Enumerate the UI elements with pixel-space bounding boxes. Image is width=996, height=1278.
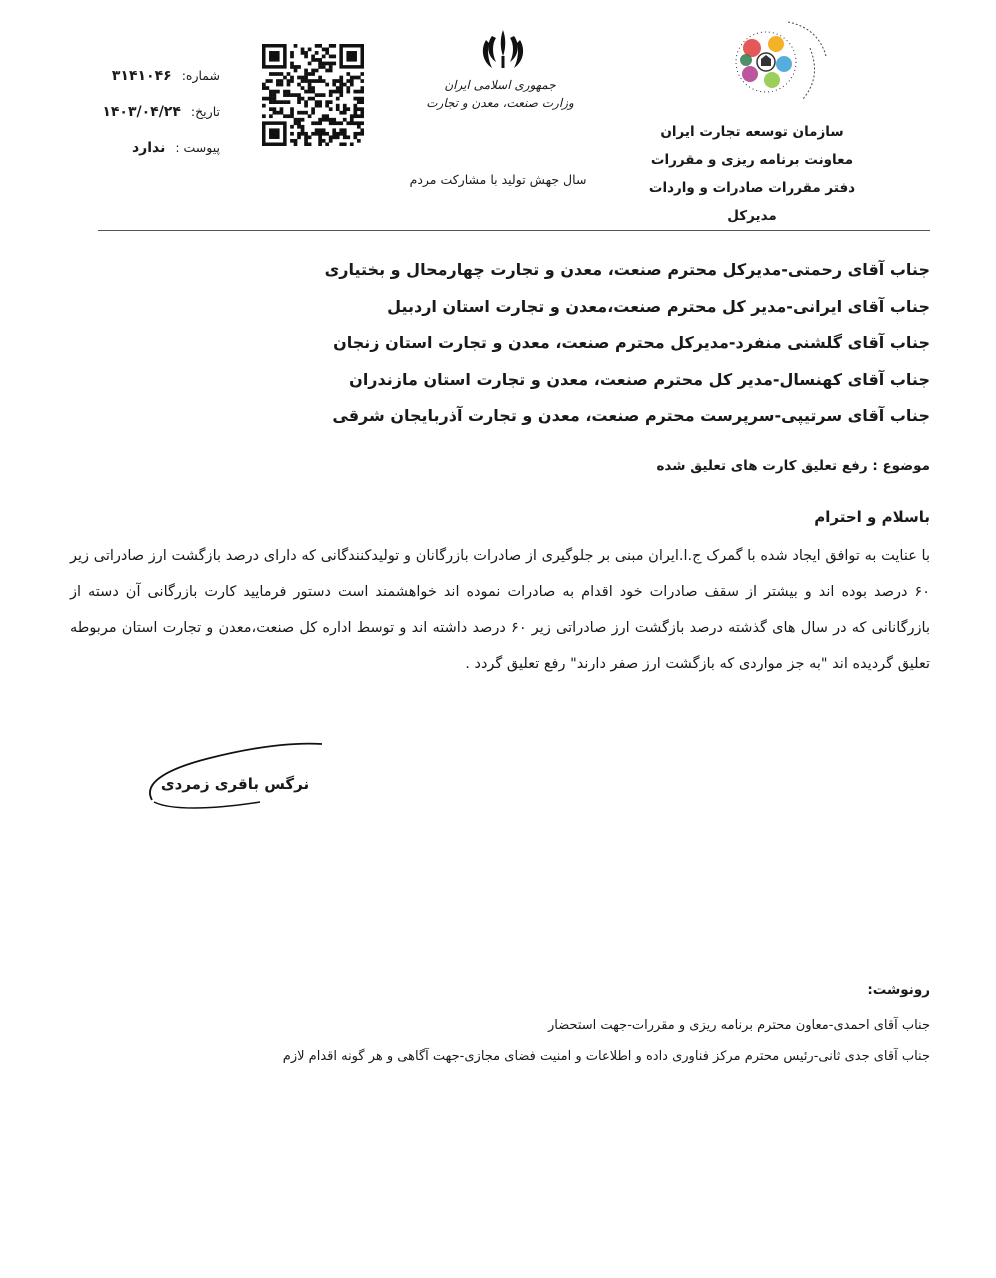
cc-item: جناب آقای جدی ثانی-رئیس محترم مرکز فناوری داده و اطلاعات و امنیت فضای مجازی-جهت آگاهی و هر گونه اقدام لازم [282, 1049, 930, 1064]
letter-date: ۱۴۰۳/۰۴/۲۴ [102, 104, 181, 120]
date-row [60, 94, 220, 130]
attachment-value: ندارد [131, 140, 166, 156]
signer-name: نرگس باقری زمردی [160, 775, 310, 793]
cc-item: جناب آقای احمدی-معاون محترم برنامه ریزی و مقررات-جهت استحضار [547, 1018, 930, 1033]
cc-list [110, 1010, 930, 1072]
date-label: تاریخ: [190, 104, 220, 119]
org-line: مدیرکل [727, 208, 777, 224]
org-line: دفتر مقررات صادرات و واردات [648, 180, 856, 196]
org-line: سازمان توسعه تجارت ایران [660, 124, 844, 140]
letter-number: ۳۱۴۱۰۴۶ [111, 68, 172, 84]
cc-title: رونوشت: [867, 982, 930, 998]
number-row [60, 58, 220, 94]
year-slogan: سال جهش تولید با مشارکت مردم [409, 172, 587, 187]
number-label: شماره: [181, 68, 220, 83]
emblem-line: وزارت صنعت، معدن و تجارت [426, 96, 574, 110]
recipient-line: جناب آقای رحمتی-مدیرکل محترم صنعت، معدن و تجارت چهارمحال و بختیاری [324, 260, 930, 279]
recipient-line: جناب آقای کهنسال-مدیر کل محترم صنعت، معدن و تجارت استان مازندران [349, 369, 930, 389]
emblem-caption [420, 76, 580, 112]
qr-code[interactable] [262, 44, 364, 146]
recipients [210, 252, 930, 435]
emblem-line: جمهوری اسلامی ایران [444, 78, 556, 92]
subject: موضوع : رفع تعلیق کارت های تعلیق شده [656, 458, 930, 474]
org-line: معاونت برنامه ریزی و مقررات [650, 152, 854, 168]
iran-emblem-icon [478, 26, 528, 74]
tpo-logo [718, 8, 842, 112]
recipient-line: جناب آقای ایرانی-مدیر کل محترم صنعت،معدن و تجارت استان اردبیل [387, 296, 930, 316]
letter-meta [60, 58, 220, 166]
attachment-label: پیوست : [175, 140, 220, 155]
letter-body: با عنایت به توافق ایجاد شده با گمرک ج.ا.ایران مبنی بر جلوگیری از صادرات بازرگانان و تولیدکنندگانی که دارای درصد بازگشت ارز صادراتی زیر ۶۰ درصد بوده اند و بیشتر از سقف صادرات خود اقدام به صادرات نموده اند خواهشمند است دستور فرمایید کارت بازرگانی آن دسته از بازرگانانی که در سال های گذشته درصد بازگشت ارز صادراتی زیر ۶۰ درصد داشته اند و توسط اداره کل صنعت،معدن و تجارت استان مربوطه تعلیق گردیده اند "به جز مواردی که بازگشت ارز صفر دارند" رفع تعلیق گردد . [70, 548, 930, 672]
org-lines [642, 118, 862, 230]
recipient-line: جناب آقای گلشنی منفرد-مدیرکل محترم صنعت، معدن و تجارت استان زنجان [333, 333, 930, 352]
header-divider [98, 230, 930, 231]
attachment-row [60, 130, 220, 166]
recipient-line: جناب آقای سرتیپی-سرپرست محترم صنعت، معدن و تجارت آذربایجان شرقی [332, 406, 930, 425]
greeting: باسلام و احترام [814, 508, 930, 526]
